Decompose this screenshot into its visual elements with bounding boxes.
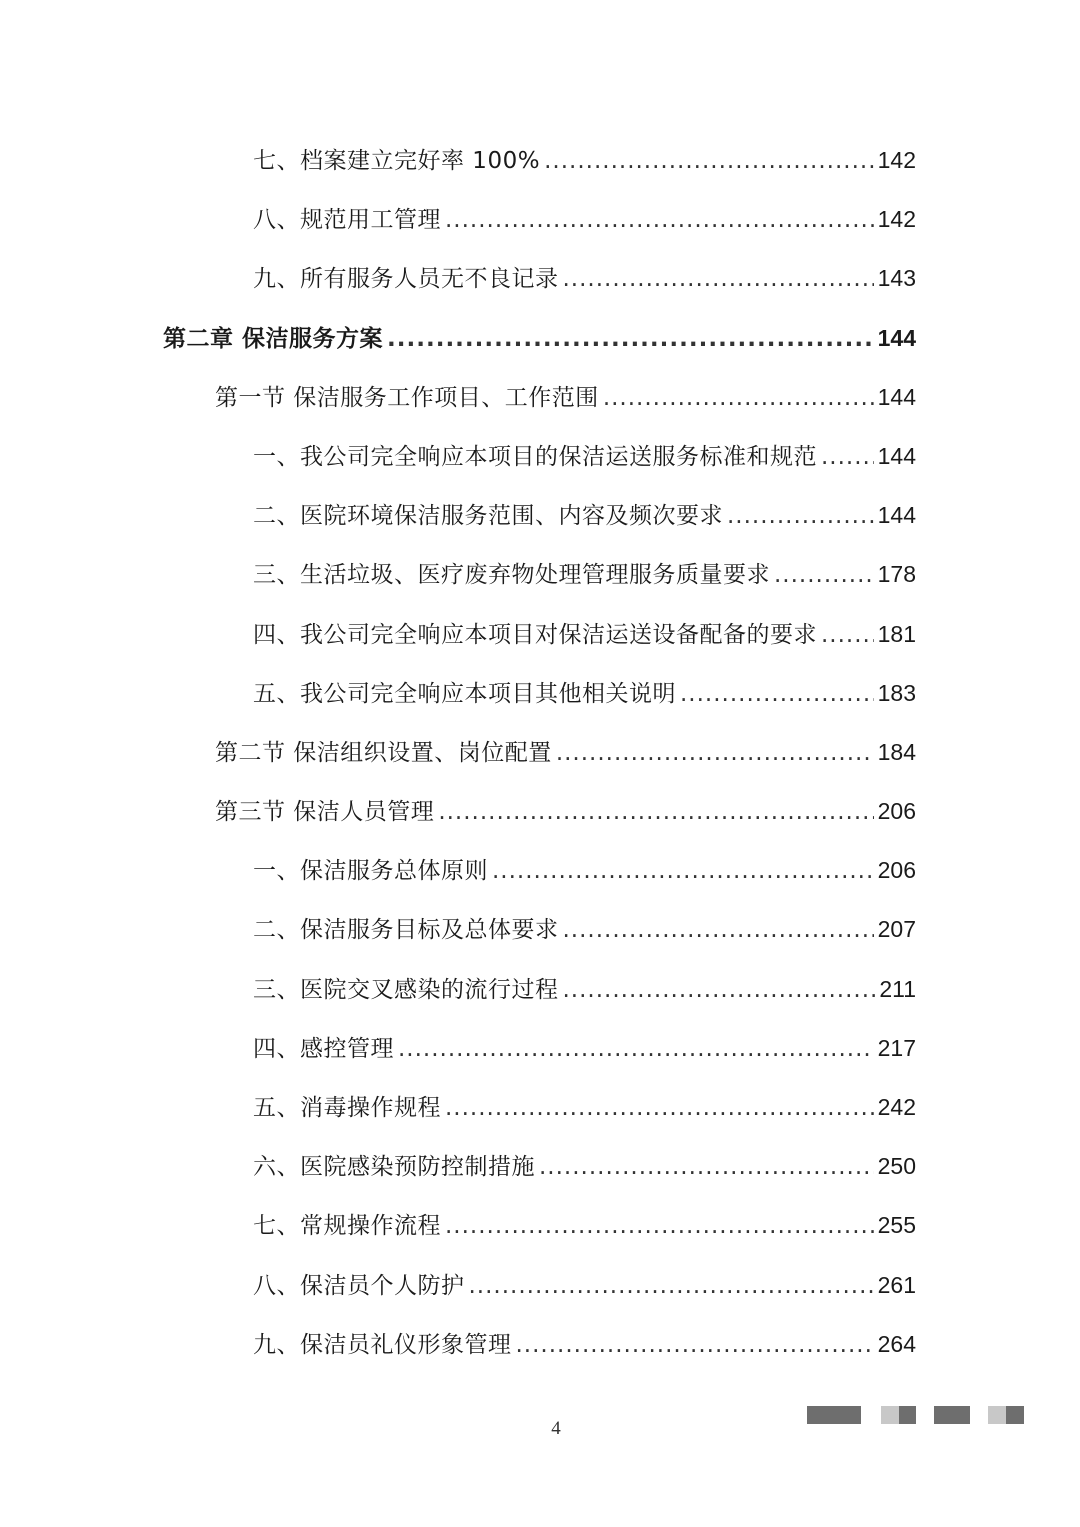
watermark-block [988,1406,1006,1424]
toc-dot-leader [445,191,874,250]
toc-entry[interactable] [0,486,1080,545]
toc-dot-leader [563,901,874,960]
toc-entry[interactable] [0,1256,1080,1315]
toc-entry-page: 250 [877,1153,916,1180]
toc-entry-title: 六、医院感染预防控制措施 [253,1154,535,1181]
toc-dot-leader [544,132,874,191]
toc-entry-title: 三、生活垃圾、医疗废弃物处理管理服务质量要求 [253,562,770,589]
toc-entry-title: 七、档案建立完好率 100% [253,148,541,174]
toc-entry[interactable] [0,605,1080,664]
toc-entry-title: 九、所有服务人员无不良记录 [253,266,559,293]
toc-entry-page: 206 [877,857,916,884]
toc-entry[interactable] [0,960,1080,1019]
toc-entry[interactable] [0,1019,1080,1078]
toc-entry[interactable] [0,1196,1080,1255]
toc-entry-page: 264 [877,1330,916,1357]
toc-dot-leader [821,606,874,665]
toc-entry[interactable] [0,545,1080,604]
watermark-block [934,1406,970,1424]
toc-entry-page: 144 [877,442,916,469]
toc-entry-page: 211 [879,975,916,1002]
toc-entry-title: 二、保洁服务目标及总体要求 [253,917,559,944]
toc-entry-title: 第二章 保洁服务方案 [163,325,384,352]
watermark-blocks [807,1406,1027,1424]
toc-entry-page: 242 [877,1094,916,1120]
toc-entry-title: 八、规范用工管理 [253,207,441,234]
toc-entry-page: 183 [877,679,916,706]
toc-dot-leader [539,1138,874,1197]
toc-entry-page: 142 [877,147,916,173]
watermark-block [881,1406,899,1424]
toc-entry[interactable] [0,1078,1080,1137]
toc-chapter-entry[interactable] [0,309,1080,368]
toc-dot-leader [727,487,874,546]
toc-entry-page: 144 [877,383,916,410]
toc-entry-page: 207 [877,916,916,943]
toc-entry-page: 181 [877,620,916,647]
watermark-block [1006,1406,1024,1424]
toc-entry-title: 三、医院交叉感染的流行过程 [253,976,559,1003]
toc-dot-leader [821,428,874,487]
toc-entry-title: 四、我公司完全响应本项目对保洁运送设备配备的要求 [253,621,817,648]
toc-dot-leader [438,783,873,842]
toc-dot-leader [469,1257,874,1316]
toc-dot-leader [563,961,876,1020]
toc-entry[interactable] [0,1137,1080,1196]
toc-entry-title: 四、感控管理 [253,1035,394,1062]
toc-entry-title: 第三节 保洁人员管理 [215,799,435,826]
toc-section-entry[interactable] [0,782,1080,841]
toc-entry-title: 一、保洁服务总体原则 [253,858,488,885]
toc-entry-page: 255 [877,1212,916,1239]
toc-entry-page: 184 [877,738,916,765]
toc-entry[interactable] [0,131,1080,190]
toc-dot-leader [556,724,874,783]
table-of-contents [0,131,1080,1374]
watermark-block [899,1406,916,1424]
toc-entry[interactable] [0,900,1080,959]
toc-dot-leader [516,1316,874,1375]
toc-entry-title: 一、我公司完全响应本项目的保洁运送服务标准和规范 [253,443,817,470]
toc-dot-leader [445,1197,874,1256]
toc-entry[interactable] [0,249,1080,308]
toc-section-entry[interactable] [0,723,1080,782]
toc-entry-page: 261 [877,1271,916,1298]
toc-entry[interactable] [0,841,1080,900]
toc-entry-page: 206 [877,798,916,825]
toc-entry-page: 178 [877,561,916,588]
toc-dot-leader [387,310,874,369]
toc-entry[interactable] [0,427,1080,486]
toc-entry[interactable] [0,664,1080,723]
toc-entry[interactable] [0,1315,1080,1374]
toc-dot-leader [774,546,874,605]
toc-entry-title: 二、医院环境保洁服务范围、内容及频次要求 [253,503,723,530]
watermark-block [807,1406,861,1424]
toc-entry-page: 144 [877,324,916,351]
toc-dot-leader [398,1020,874,1079]
toc-entry-title: 五、我公司完全响应本项目其他相关说明 [253,680,676,707]
toc-entry-title: 五、消毒操作规程 [253,1095,441,1121]
toc-entry-title: 九、保洁员礼仪形象管理 [253,1331,512,1358]
toc-entry-title: 八、保洁员个人防护 [253,1272,465,1299]
toc-entry-title: 第一节 保洁服务工作项目、工作范围 [215,384,599,411]
toc-dot-leader [603,369,874,428]
toc-entry-page: 142 [877,206,916,233]
toc-entry-title: 第二节 保洁组织设置、岗位配置 [215,739,552,766]
toc-section-entry[interactable] [0,368,1080,427]
page-number: 4 [551,1418,561,1439]
toc-dot-leader [492,842,874,901]
toc-entry-page: 143 [877,265,916,292]
toc-entry-title: 七、常规操作流程 [253,1213,441,1240]
toc-entry[interactable] [0,190,1080,249]
toc-dot-leader [680,665,874,724]
toc-entry-page: 217 [877,1034,916,1061]
toc-entry-page: 144 [877,502,916,529]
toc-dot-leader [445,1079,874,1138]
toc-dot-leader [563,250,874,309]
